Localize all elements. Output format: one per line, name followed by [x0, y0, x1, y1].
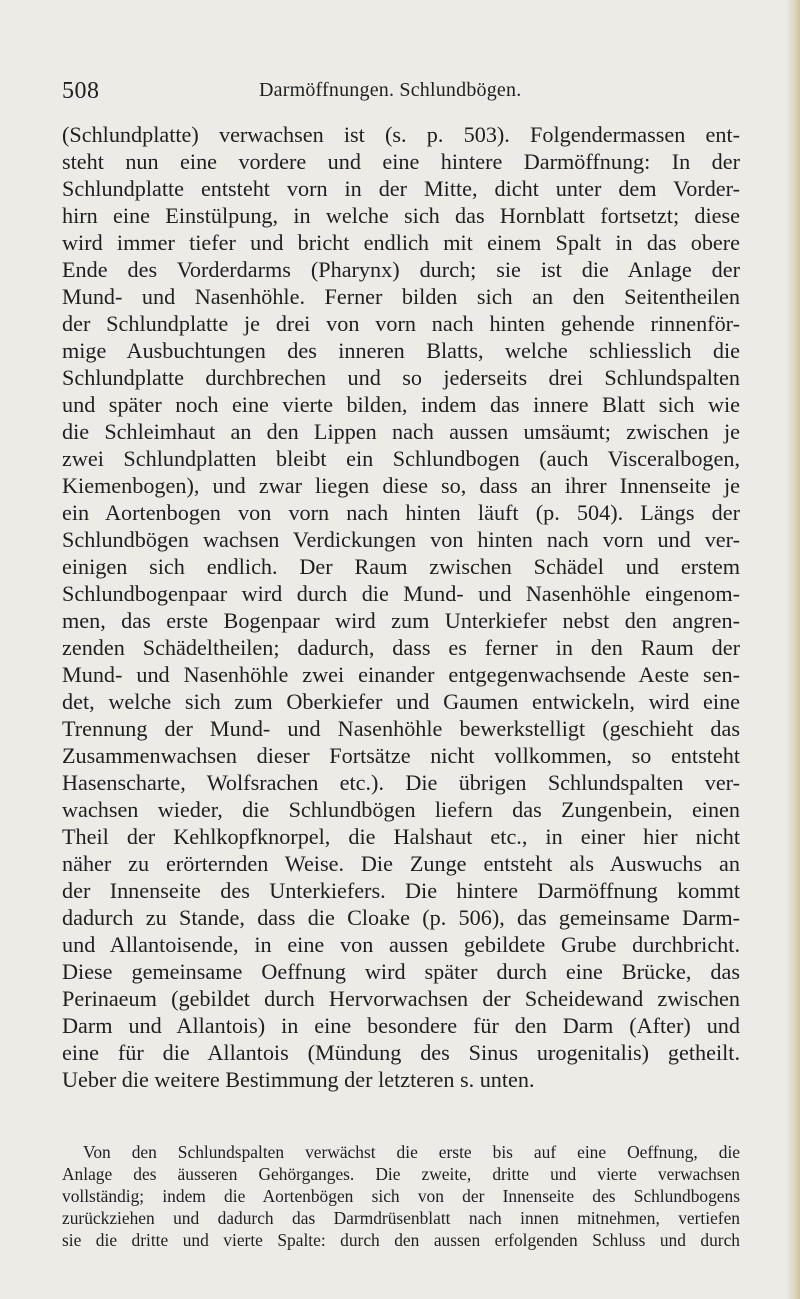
text-line: Schlundbogenpaar wird durch die Mund- und Nasenhöhle eingenom-	[62, 581, 740, 606]
text-line: zenden Schädeltheilen; dadurch, dass es ferner in den Raum der	[62, 635, 740, 660]
text-line: Schlundplatte entsteht vorn in der Mitte, dicht unter dem Vorder-	[62, 176, 740, 201]
text-line: und Allantoisende, in eine von aussen gebildete Grube durchbricht.	[62, 932, 740, 957]
text-line: Schlundbögen wachsen Verdickungen von hinten nach vorn und ver-	[62, 527, 740, 552]
page-number: 508	[62, 78, 100, 104]
text-line: Mund- und Nasenhöhle zwei einander entgegenwachsende Aeste sen-	[62, 662, 740, 687]
footnote-line: Anlage des äusseren Gehörganges. Die zweite, dritte und vierte verwachsen	[62, 1164, 740, 1184]
text-line: Perinaeum (gebildet durch Hervorwachsen der Scheidewand zwischen	[62, 986, 740, 1011]
footnote-line: sie die dritte und vierte Spalte: durch den aussen erfolgenden Schluss und durch	[62, 1230, 740, 1250]
text-line: Darm und Allantois) in eine besondere für den Darm (After) und	[62, 1013, 740, 1038]
running-head: Darmöffnungen. Schlundbögen.	[259, 79, 522, 101]
text-line: dadurch zu Stande, dass die Cloake (p. 506), das gemeinsame Darm-	[62, 905, 740, 930]
text-line: men, das erste Bogenpaar wird zum Unterkiefer nebst den angren-	[62, 608, 740, 633]
text-line: wird immer tiefer und bricht endlich mit einem Spalt in das obere	[62, 230, 740, 255]
text-line: Zusammenwachsen dieser Fortsätze nicht vollkommen, so entsteht	[62, 743, 740, 768]
text-line: eine für die Allantois (Mündung des Sinus urogenitalis) getheilt.	[62, 1040, 740, 1065]
text-line: Ende des Vorderdarms (Pharynx) durch; sie ist die Anlage der	[62, 257, 740, 282]
text-line: Ueber die weitere Bestimmung der letzteren s. unten.	[62, 1067, 535, 1092]
body-text	[62, 121, 740, 1093]
text-line: der Schlundplatte je drei von vorn nach hinten gehende rinnenför-	[62, 311, 740, 336]
page-edge	[786, 0, 800, 1299]
text-line: Trennung der Mund- und Nasenhöhle bewerkstelligt (geschieht das	[62, 716, 740, 741]
footnote-block	[62, 1141, 740, 1251]
text-line: hirn eine Einstülpung, in welche sich das Hornblatt fortsetzt; diese	[62, 203, 740, 228]
text-line: Mund- und Nasenhöhle. Ferner bilden sich an den Seitentheilen	[62, 284, 740, 309]
text-line: der Innenseite des Unterkiefers. Die hintere Darmöffnung kommt	[62, 878, 740, 903]
text-line: wachsen wieder, die Schlundbögen liefern das Zungenbein, einen	[62, 797, 740, 822]
text-line: und später noch eine vierte bilden, indem das innere Blatt sich wie	[62, 392, 740, 417]
text-line: Kiemenbogen), und zwar liegen diese so, dass an ihrer Innenseite je	[62, 473, 740, 498]
text-line: zwei Schlundplatten bleibt ein Schlundbogen (auch Visceralbogen,	[62, 446, 740, 471]
text-line: steht nun eine vordere und eine hintere Darmöffnung: In der	[62, 149, 740, 174]
text-line: (Schlundplatte) verwachsen ist (s. p. 503). Folgendermassen ent-	[62, 122, 740, 147]
text-line: mige Ausbuchtungen des inneren Blatts, welche schliesslich die	[62, 338, 740, 363]
footnote-line: Von den Schlundspalten verwächst die erste bis auf eine Oeffnung, die	[83, 1142, 740, 1162]
text-line: Diese gemeinsame Oeffnung wird später durch eine Brücke, das	[62, 959, 740, 984]
text-line: Theil der Kehlkopfknorpel, die Halshaut etc., in einer hier nicht	[62, 824, 740, 849]
page-header	[62, 78, 742, 108]
text-line: Hasenscharte, Wolfsrachen etc.). Die übrigen Schlundspalten ver-	[62, 770, 740, 795]
text-line: det, welche sich zum Oberkiefer und Gaumen entwickeln, wird eine	[62, 689, 740, 714]
footnote-line: vollständig; indem die Aortenbögen sich von der Innenseite des Schlundbogens	[62, 1186, 740, 1206]
text-line: ein Aortenbogen von vorn nach hinten läuft (p. 504). Längs der	[62, 500, 740, 525]
text-line: näher zu erörternden Weise. Die Zunge entsteht als Auswuchs an	[62, 851, 740, 876]
text-line: die Schleimhaut an den Lippen nach aussen umsäumt; zwischen je	[62, 419, 740, 444]
text-line: einigen sich endlich. Der Raum zwischen Schädel und erstem	[62, 554, 740, 579]
text-line: Schlundplatte durchbrechen und so jederseits drei Schlundspalten	[62, 365, 740, 390]
footnote-line: zurückziehen und dadurch das Darmdrüsenblatt nach innen mitnehmen, vertiefen	[62, 1208, 740, 1228]
